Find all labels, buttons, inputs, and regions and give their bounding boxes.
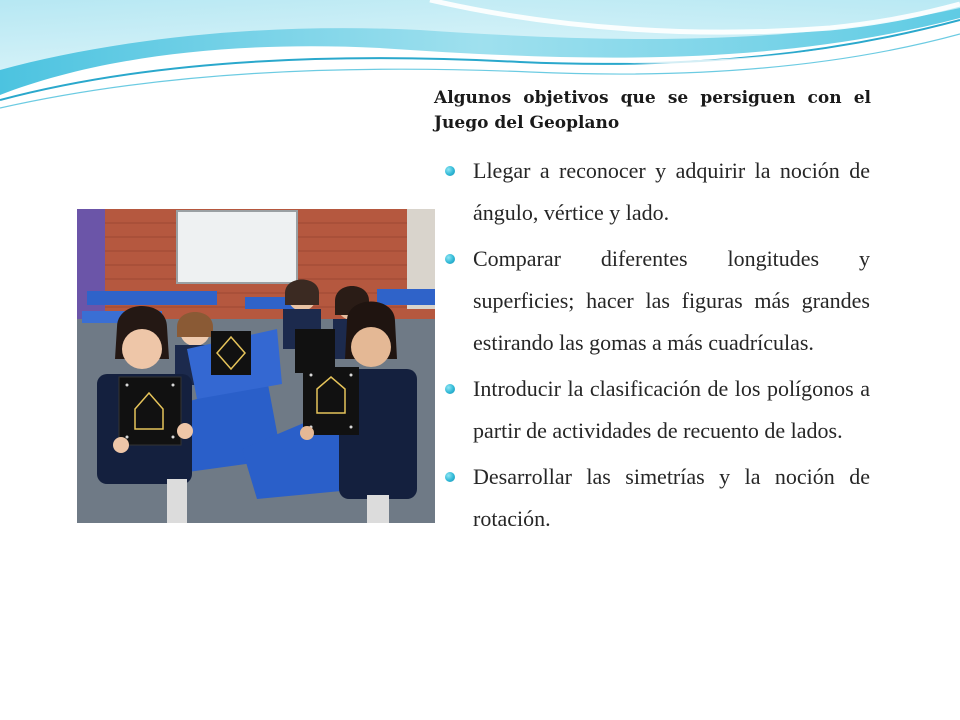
list-item-text: Introducir la clasificación de los polígonos a partir de actividades de recuento de lados.	[473, 376, 870, 443]
list-item	[444, 456, 870, 540]
list-item	[444, 238, 870, 364]
bullet-dot-icon	[445, 384, 455, 394]
bullet-dot-icon	[445, 472, 455, 482]
objectives-list	[444, 150, 870, 544]
list-item-text: Comparar diferentes longitudes y superficies; hacer las figuras más grandes estirando las gomas a más cuadrículas.	[473, 246, 870, 355]
classroom-photo	[77, 209, 435, 523]
list-item	[444, 368, 870, 452]
bullet-dot-icon	[445, 166, 455, 176]
bullet-dot-icon	[445, 254, 455, 264]
slide-heading: Algunos objetivos que se persiguen con el Juego del Geoplano	[434, 88, 871, 133]
classroom-photo-icon	[77, 209, 435, 523]
list-item	[444, 150, 870, 234]
list-item-text: Desarrollar las simetrías y la noción de rotación.	[473, 464, 870, 531]
list-item-text: Llegar a reconocer y adquirir la noción de ángulo, vértice y lado.	[473, 158, 870, 225]
